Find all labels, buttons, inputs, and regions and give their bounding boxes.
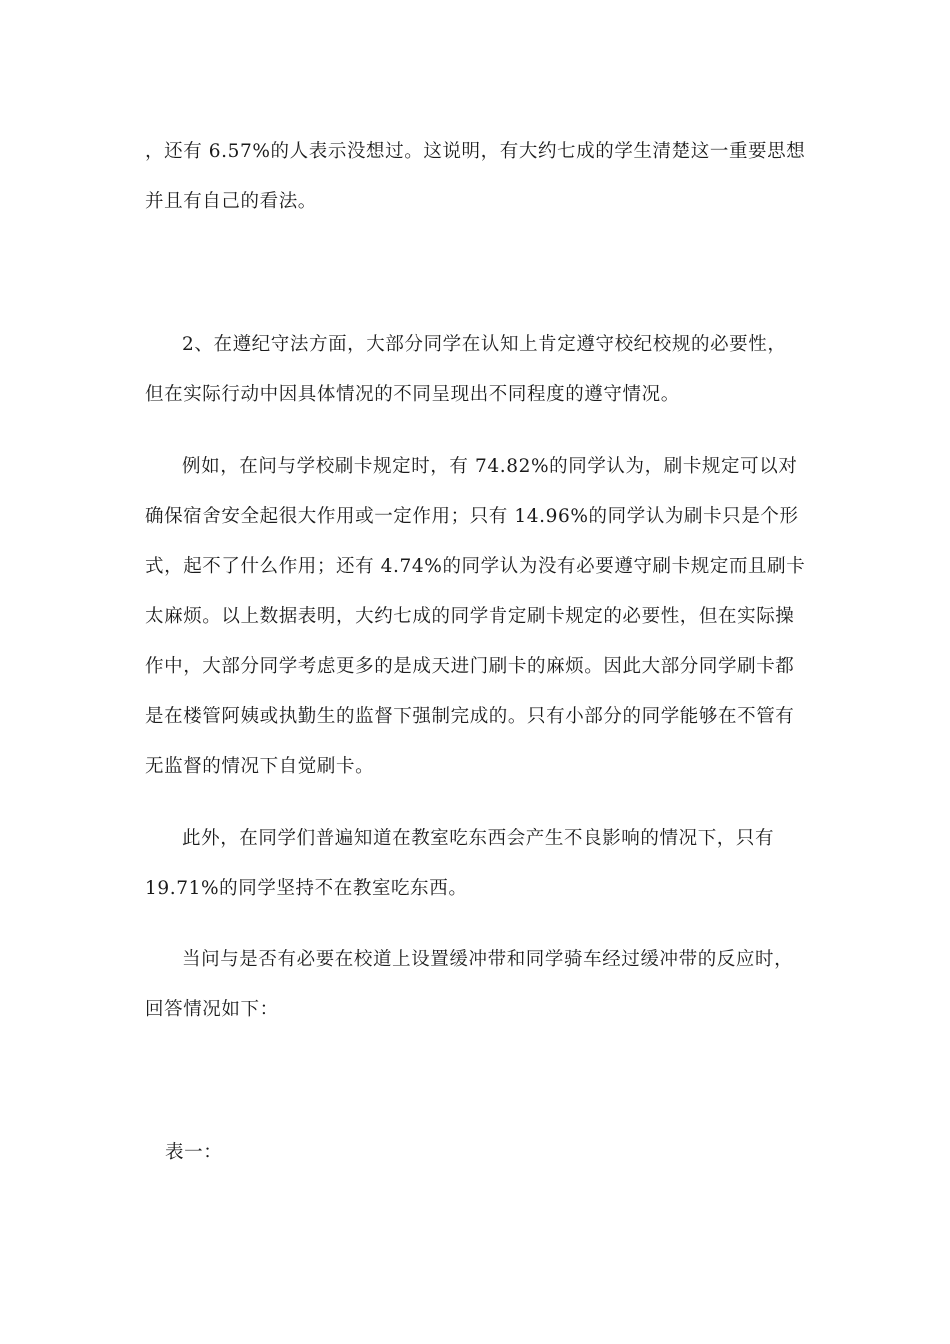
paragraph-line: 无监督的情况下自觉刷卡。 — [145, 756, 375, 777]
paragraph-line: 是在楼管阿姨或执勤生的监督下强制完成的。只有小部分的同学能够在不管有 — [145, 706, 795, 727]
paragraph-line: 确保宿舍安全起很大作用或一定作用；只有 14.96%的同学认为刷卡只是个形 — [145, 506, 799, 527]
paragraph-line: 2、在遵纪守法方面，大部分同学在认知上肯定遵守校纪校规的必要性， — [182, 334, 787, 355]
paragraph-line: 19.71%的同学坚持不在教室吃东西。 — [145, 878, 468, 899]
paragraph-line: 例如，在问与学校刷卡规定时，有 74.82%的同学认为，刷卡规定可以对 — [182, 456, 798, 477]
paragraph-line: ，还有 6.57%的人表示没想过。这说明，有大约七成的学生清楚这一重要思想 — [145, 141, 806, 162]
paragraph-line: 此外，在同学们普遍知道在教室吃东西会产生不良影响的情况下，只有 — [182, 828, 775, 849]
paragraph-line: 回答情况如下： — [145, 999, 279, 1020]
table-caption: 表一： — [165, 1142, 223, 1163]
paragraph-line: 式，起不了什么作用；还有 4.74%的同学认为没有必要遵守刷卡规定而且刷卡 — [145, 556, 806, 577]
paragraph-line: 当问与是否有必要在校道上设置缓冲带和同学骑车经过缓冲带的反应时， — [182, 949, 794, 970]
paragraph-line: 但在实际行动中因具体情况的不同呈现出不同程度的遵守情况。 — [145, 384, 680, 405]
paragraph-line: 太麻烦。以上数据表明，大约七成的同学肯定刷卡规定的必要性，但在实际操 — [145, 606, 795, 627]
paragraph-line: 作中，大部分同学考虑更多的是成天进门刷卡的麻烦。因此大部分同学刷卡都 — [145, 656, 795, 677]
paragraph-line: 并且有自己的看法。 — [145, 191, 317, 212]
